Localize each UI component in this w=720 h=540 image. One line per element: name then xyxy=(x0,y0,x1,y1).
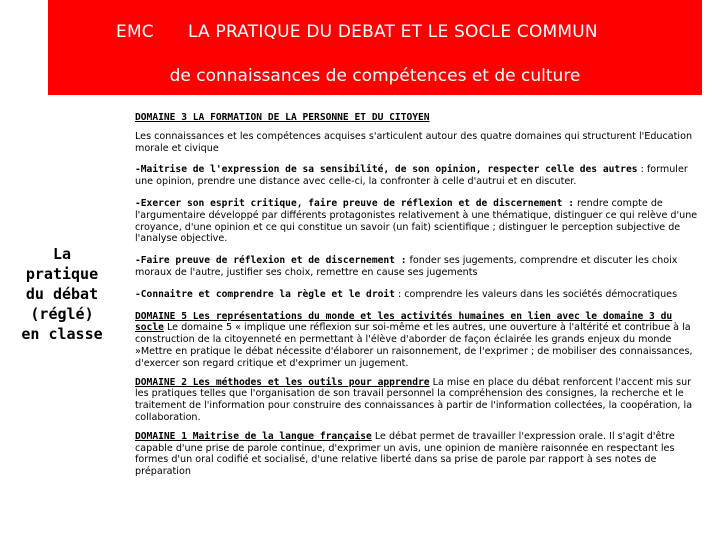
main-content xyxy=(135,112,700,478)
competence-heading: -Faire preuve de réflexion et de discernement : xyxy=(135,255,407,267)
banner-subtitle: de connaissances de compétences et de culture xyxy=(169,66,581,86)
side-title xyxy=(14,244,110,344)
domaine3-intro: Les connaissances et les compétences acquises s'articulent autour des quatre domaines qui structurent l'Education morale et civique xyxy=(135,130,693,154)
banner-title: LA PRATIQUE DU DEBAT ET LE SOCLE COMMUN xyxy=(188,22,598,42)
side-title-line: pratique xyxy=(25,265,99,283)
competence-item xyxy=(135,198,700,245)
domaine5-section xyxy=(135,311,700,370)
competence-heading: -Maitrise de l'expression de sa sensibilité, de son opinion, respecter celle des autres xyxy=(135,164,638,176)
competence-item xyxy=(135,255,700,279)
competence-text: : formuler une opinion, prendre une distance avec celle-ci, la confronter à celle d'autrui et en discuter. xyxy=(135,164,688,188)
side-title-line: du débat xyxy=(25,285,99,303)
domaine1-text: Le débat permet de travailler l'expression orale. Il s'agit d'être capable d'une prise de parole continue, d'exprimer un avis, une opinion de manière raisonnée en respectant les formes d'un oral codifié et socialisé, d'une relative liberté dans sa prise de parole par rapport à ses notes de préparation xyxy=(135,430,675,478)
domaine3-title: DOMAINE 3 LA FORMATION DE LA PERSONNE ET DU CITOYEN xyxy=(135,112,430,123)
competence-heading: -Exercer son esprit critique, faire preuve de réflexion et de discernement : xyxy=(135,197,574,209)
domaine1-title: DOMAINE 1 Maitrise de la langue française xyxy=(135,430,372,442)
competence-text: fonder ses jugements, comprendre et discuter les choix moraux de l'autre, justifier ses choix, remettre en cause ses jugements xyxy=(135,255,678,278)
domaine2-text: La mise en place du débat renforcent l'accent mis sur les pratiques telles que l'organisation de son travail personnel la compréhension des consignes, la recherche et le traitement de l'information pour construire des connaissances à partir de l'information collectées, la coopération, la collaboration. xyxy=(135,376,693,423)
competence-item xyxy=(135,289,700,301)
side-title-line: en classe xyxy=(21,325,103,343)
competence-text: rendre compte de l'argumentaire développé par différents protagonistes relativement à une thématique, distinguer ce qui relève d'une croyance, d'une opinion et ce qui constitue un savoir (un fait) scientifique ; distinguer le perception subjective de l'analyse objective. xyxy=(135,197,698,245)
competence-item xyxy=(135,164,700,188)
domaine5-title: DOMAINE 5 Les représentations du monde et les activités humaines en lien avec le domaine 3 du socle xyxy=(135,310,673,334)
domaine3-section xyxy=(135,112,700,124)
side-title-line: (réglé) xyxy=(30,305,94,323)
competence-heading: -Connaitre et comprendre la règle et le droit xyxy=(135,288,395,300)
competence-text: : comprendre les valeurs dans les sociétés démocratiques xyxy=(394,288,678,300)
domaine1-section xyxy=(135,431,700,478)
domaine5-text: Le domaine 5 « implique une réflexion sur soi-même et les autres, une ouverture à l'altérité et contribue à la construction de la citoyenneté en permettant à l'élève d'aborder de façon éclairée les grands enjeux du monde »Mettre en pratique le débat nécessite d'élaborer un raisonnement, de l'exprimer ; de mobiliser des connaissances, d'exercer son regard critique et d'exprimer un jugement. xyxy=(135,322,693,369)
domaine2-title: DOMAINE 2 Les méthodes et les outils pour apprendre xyxy=(135,376,430,388)
title-banner xyxy=(48,0,702,95)
side-title-line: La xyxy=(52,245,72,263)
emc-label: EMC xyxy=(116,22,154,42)
domaine2-section xyxy=(135,377,700,424)
